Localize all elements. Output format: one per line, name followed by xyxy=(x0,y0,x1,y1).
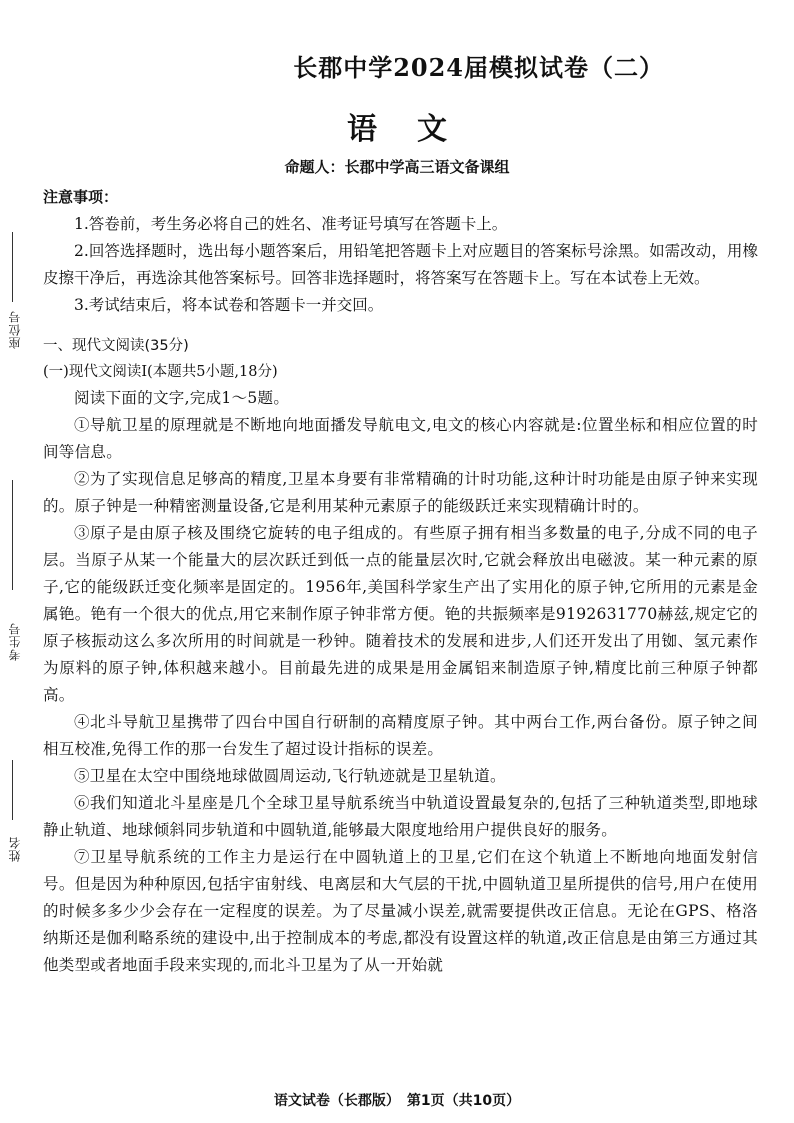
instruction: 阅读下面的文字,完成1～5题。 xyxy=(74,389,290,407)
paragraph: ⑥我们知道北斗星座是几个全球卫星导航系统当中轨道设置最复杂的,包括了三种轨道类型,即地球静止轨道、地球倾斜同步轨道和中圆轨道,能够最大限度地给用户提供良好的服务。 xyxy=(43,794,758,839)
paragraph: ②为了实现信息足够高的精度,卫星本身要有非常精确的计时功能,这种计时功能是由原子钟来实现的。原子钟是一种精密测量设备,它是利用某种元素原子的能级跃迁来实现精确计时的。 xyxy=(43,470,758,515)
seat-number-label: 座位号 xyxy=(8,310,22,349)
name-line xyxy=(12,760,13,820)
notice-heading: 注意事项： xyxy=(43,188,119,206)
examinee-number-label: 考生号 xyxy=(8,622,22,661)
page-footer: 语文试卷（长郡版） 第1页（共10页） xyxy=(273,1093,521,1109)
name-label: 姓名 xyxy=(8,836,22,862)
paragraph: ③原子是由原子核及围绕它旋转的电子组成的。有些原子拥有相当多数量的电子,分成不同的电子层。当原子从某一个能量大的层次跃迁到低一点的能量层次时,它就会释放出电磁波。某一种元素的原子,它的能级跃迁变化频率是固定的。1956年,美国科学家生产出了实用化的原子钟,它所用的元素是金属铯。铯有一个很大的优点,用它来制作原子钟非常方便。铯的共振频率是9192631770赫兹,规定它的原子核振动这么多次所用的时间就是一秒钟。随着技术的发展和进步,人们还开发出了用铷、氢元素作为原料的原子钟,体积越来越小。目前最先进的成果是用金属铝来制造原子钟,精度比前三种原子钟都高。 xyxy=(43,524,758,704)
seat-number-line xyxy=(12,232,13,302)
notice-item: 2.回答选择题时，选出每小题答案后，用铅笔把答题卡上对应题目的答案标号涂黑。如需改动，用橡皮擦干净后，再选涂其他答案标号。回答非选择题时，将答案写在答题卡上。写在本试卷上无效。 xyxy=(43,242,758,287)
paragraph: ⑦卫星导航系统的工作主力是运行在中圆轨道上的卫星,它们在这个轨道上不断地向地面发射信号。但是因为种种原因,包括宇宙射线、电离层和大气层的干扰,中圆轨道卫星所提供的信号,用户在使用的时候多多少少会存在一定程度的误差。为了尽量减小误差,就需要提供改正信息。无论在GPS、格洛纳斯还是伽利略系统的建设中,出于控制成本的考虑,都没有设置这样的轨道,改正信息是由第三方通过其他类型或者地面手段来实现的,而北斗卫星为了从一开始就 xyxy=(43,848,758,974)
subject-title: 语文 xyxy=(347,112,487,147)
paragraph: ⑤卫星在太空中围绕地球做圆周运动,飞行轨迹就是卫星轨道。 xyxy=(74,767,506,785)
author-line: 命题人：长郡中学高三语文备课组 xyxy=(284,158,510,176)
notice-item: 3.考试结束后，将本试卷和答题卡一并交回。 xyxy=(74,296,384,314)
section-heading: 一、现代文阅读(35分) xyxy=(43,338,189,354)
content xyxy=(43,182,758,979)
notice-item: 1.答卷前，考生务必将自己的姓名、准考证号填写在答题卡上。 xyxy=(74,215,508,233)
examinee-number-line xyxy=(12,480,13,590)
paragraph: ①导航卫星的原理就是不断地向地面播发导航电文,电文的核心内容就是:位置坐标和相应位置的时间等信息。 xyxy=(43,416,758,461)
exam-title: 长郡中学2024届模拟试卷（二） xyxy=(293,53,664,82)
paragraph: ④北斗导航卫星携带了四台中国自行研制的高精度原子钟。其中两台工作,两台备份。原子钟之间相互校准,免得工作的那一台发生了超过设计指标的误差。 xyxy=(43,713,758,758)
subsection-heading: (一)现代文阅读Ⅰ(本题共5小题,18分) xyxy=(43,364,278,380)
